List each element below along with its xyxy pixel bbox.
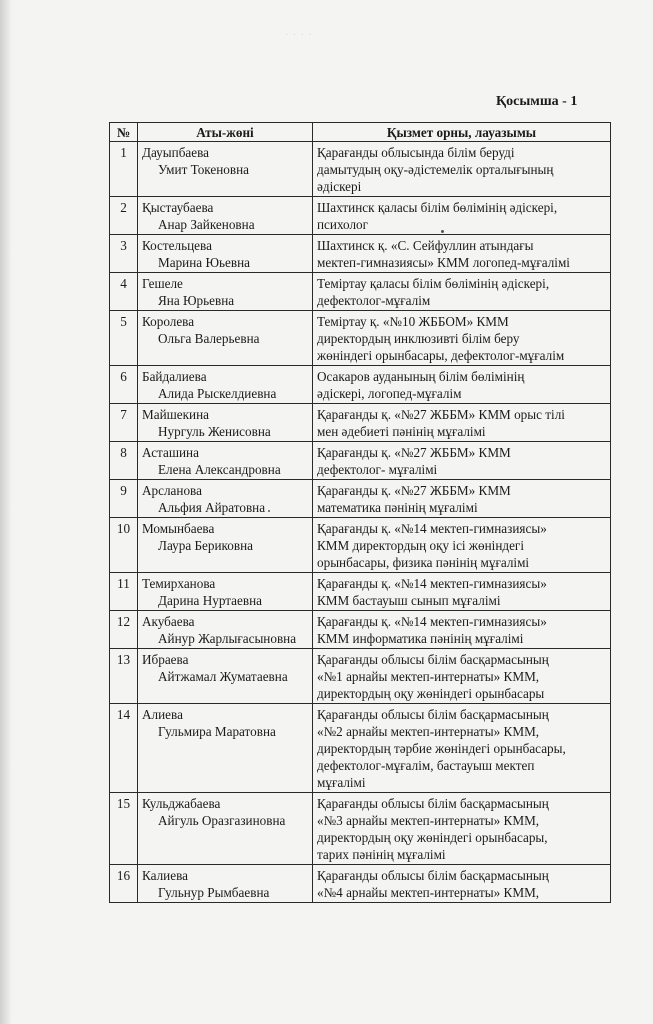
header-number: № — [110, 123, 138, 142]
given-name: Гульмира Маратовна — [158, 724, 276, 739]
position-line: Қарағанды қ. «№27 ЖББМ» КММ — [317, 483, 511, 498]
surname: Акубаева — [142, 614, 195, 629]
position-line: мен әдебиеті пәнінің мұғалімі — [317, 424, 486, 439]
scan-speck — [268, 510, 270, 512]
position-line: Шахтинск қаласы білім бөлімінің әдіскері, — [317, 200, 558, 215]
position-line: дамытудың оқу-әдістемелік орталығының — [317, 162, 554, 177]
given-name: Альфия Айратовна — [158, 500, 266, 515]
table-row — [110, 793, 611, 865]
position-line: орынбасары, физика пәнінің мұғалімі — [317, 555, 530, 570]
table-row — [110, 142, 611, 197]
row-number: 4 — [110, 273, 138, 311]
position-line: «№2 арнайы мектеп-интернаты» КММ, — [317, 724, 540, 739]
table-row — [110, 197, 611, 235]
given-name: Лаура Бериковна — [158, 538, 254, 553]
row-number: 7 — [110, 404, 138, 442]
position-line: Қарағанды облысы білім басқармасының — [317, 868, 549, 883]
given-name: Нургуль Женисовна — [158, 424, 271, 439]
surname: Байдалиева — [142, 369, 207, 384]
position-cell — [313, 235, 611, 273]
row-number: 5 — [110, 311, 138, 366]
surname: Королева — [142, 314, 195, 329]
header-position: Қызмет орны, лауазымы — [313, 123, 611, 142]
table-row — [110, 442, 611, 480]
position-line: Қарағанды облысында білім беруді — [317, 145, 515, 160]
position-line: КММ информатика пәнінің мұғалімі — [317, 631, 524, 646]
row-number: 14 — [110, 704, 138, 793]
surname: Калиева — [142, 868, 188, 883]
position-cell — [313, 793, 611, 865]
position-line: Қарағанды қ. «№14 мектеп-гимназиясы» — [317, 521, 547, 536]
position-line: Қарағанды қ. «№27 ЖББМ» КММ орыс тілі — [317, 407, 565, 422]
position-line: «№1 арнайы мектеп-интернаты» КММ, — [317, 669, 540, 684]
faint-header-stamp: · · · · — [285, 30, 313, 41]
full-name-cell — [138, 704, 313, 793]
position-cell — [313, 480, 611, 518]
surname: Гешеле — [142, 276, 183, 291]
surname: Алиева — [142, 707, 183, 722]
position-cell — [313, 649, 611, 704]
full-name-cell — [138, 518, 313, 573]
table-row — [110, 311, 611, 366]
row-number: 9 — [110, 480, 138, 518]
row-number: 6 — [110, 366, 138, 404]
full-name-cell — [138, 442, 313, 480]
position-line: КММ директордың оқу ісі жөніндегі — [317, 538, 525, 553]
position-line: дефектолог-мұғалім — [317, 293, 431, 308]
position-line: Қарағанды облысы білім басқармасының — [317, 652, 549, 667]
position-line: Теміртау қаласы білім бөлімінің әдіскері, — [317, 276, 550, 291]
position-cell — [313, 704, 611, 793]
position-cell — [313, 573, 611, 611]
table-row — [110, 366, 611, 404]
position-line: дефектолог- мұғалімі — [317, 462, 438, 477]
full-name-cell — [138, 611, 313, 649]
position-line: директордың оқу жөніндегі орынбасары, — [317, 830, 548, 845]
surname: Момынбаева — [142, 521, 215, 536]
table-row — [110, 273, 611, 311]
appendix-label: Қосымша - 1 — [496, 94, 578, 109]
table-row — [110, 573, 611, 611]
table-body — [110, 142, 611, 903]
full-name-cell — [138, 311, 313, 366]
given-name: Ольга Валерьевна — [158, 331, 260, 346]
position-line: «№3 арнайы мектеп-интернаты» КММ, — [317, 813, 540, 828]
position-cell — [313, 311, 611, 366]
full-name-cell — [138, 865, 313, 903]
row-number: 11 — [110, 573, 138, 611]
table-row — [110, 649, 611, 704]
row-number: 15 — [110, 793, 138, 865]
given-name: Елена Александровна — [158, 462, 281, 477]
position-line: «№4 арнайы мектеп-интернаты» КММ, — [317, 885, 540, 900]
position-line: тарих пәнінің мұғалімі — [317, 847, 446, 862]
row-number: 12 — [110, 611, 138, 649]
surname: Арсланова — [142, 483, 202, 498]
given-name: Айнур Жарлығасыновна — [158, 631, 297, 646]
staff-table — [109, 122, 611, 903]
given-name: Дарина Нуртаевна — [158, 593, 263, 608]
given-name: Гульнур Рымбаевна — [158, 885, 270, 900]
position-cell — [313, 197, 611, 235]
position-line: психолог — [317, 217, 369, 232]
position-line: Теміртау қ. «№10 ЖББОМ» КММ — [317, 314, 509, 329]
table-row — [110, 865, 611, 903]
position-line: директордың оқу жөніндегі орынбасары — [317, 686, 545, 701]
position-line: директордың тәрбие жөніндегі орынбасары, — [317, 741, 566, 756]
position-line: директордың инклюзивті білім беру — [317, 331, 520, 346]
row-number: 13 — [110, 649, 138, 704]
position-cell — [313, 404, 611, 442]
surname: Қыстаубаева — [142, 200, 214, 215]
position-line: мұғалімі — [317, 775, 366, 790]
given-name: Яна Юрьевна — [158, 293, 235, 308]
position-cell — [313, 518, 611, 573]
position-line: Қарағанды қ. «№27 ЖББМ» КММ — [317, 445, 511, 460]
full-name-cell — [138, 404, 313, 442]
table-row — [110, 235, 611, 273]
full-name-cell — [138, 793, 313, 865]
position-line: математика пәнінің мұғалімі — [317, 500, 478, 515]
table-row — [110, 704, 611, 793]
given-name: Марина Юьевна — [158, 255, 250, 270]
given-name: Айтжамал Жуматаевна — [158, 669, 288, 684]
table-row — [110, 518, 611, 573]
position-line: мектеп-гимназиясы» КММ логопед-мұғалімі — [317, 255, 570, 270]
position-cell — [313, 611, 611, 649]
full-name-cell — [138, 273, 313, 311]
surname: Темирханова — [142, 576, 216, 591]
position-line: Қарағанды қ. «№14 мектеп-гимназиясы» — [317, 576, 547, 591]
position-cell — [313, 142, 611, 197]
row-number: 1 — [110, 142, 138, 197]
position-line: әдіскері, логопед-мұғалім — [317, 386, 462, 401]
given-name: Алида Рыскелдиевна — [158, 386, 277, 401]
table-row — [110, 404, 611, 442]
table-row — [110, 611, 611, 649]
position-cell — [313, 273, 611, 311]
surname: Дауыпбаева — [142, 145, 210, 160]
surname: Асташина — [142, 445, 199, 460]
table-row — [110, 480, 611, 518]
position-line: КММ бастауыш сынып мұғалімі — [317, 593, 501, 608]
scan-speck — [441, 230, 444, 233]
position-line: әдіскері — [317, 179, 362, 194]
given-name: Айгуль Оразгазиновна — [158, 813, 286, 828]
full-name-cell — [138, 573, 313, 611]
position-line: Қарағанды облысы білім басқармасының — [317, 796, 549, 811]
position-cell — [313, 442, 611, 480]
full-name-cell — [138, 197, 313, 235]
given-name: Анар Зайкеновна — [158, 217, 255, 232]
position-line: Қарағанды қ. «№14 мектеп-гимназиясы» — [317, 614, 547, 629]
row-number: 10 — [110, 518, 138, 573]
full-name-cell — [138, 142, 313, 197]
position-line: Осакаров ауданының білім бөлімінің — [317, 369, 525, 384]
header-full-name: Аты-жөні — [138, 123, 313, 142]
position-line: дефектолог-мұғалім, бастауыш мектеп — [317, 758, 535, 773]
surname: Костельцева — [142, 238, 212, 253]
surname: Майшекина — [142, 407, 210, 422]
full-name-cell — [138, 366, 313, 404]
full-name-cell — [138, 649, 313, 704]
position-cell — [313, 865, 611, 903]
row-number: 8 — [110, 442, 138, 480]
surname: Кульджабаева — [142, 796, 221, 811]
position-line: Шахтинск қ. «С. Сейфуллин атындағы — [317, 238, 534, 253]
position-line: Қарағанды облысы білім басқармасының — [317, 707, 549, 722]
given-name: Умит Токеновна — [158, 162, 250, 177]
table-header-row — [110, 123, 611, 142]
position-line: жөніндегі орынбасары, дефектолог-мұғалім — [317, 348, 565, 363]
full-name-cell — [138, 235, 313, 273]
row-number: 3 — [110, 235, 138, 273]
full-name-cell — [138, 480, 313, 518]
surname: Ибраева — [142, 652, 189, 667]
position-cell — [313, 366, 611, 404]
row-number: 16 — [110, 865, 138, 903]
row-number: 2 — [110, 197, 138, 235]
